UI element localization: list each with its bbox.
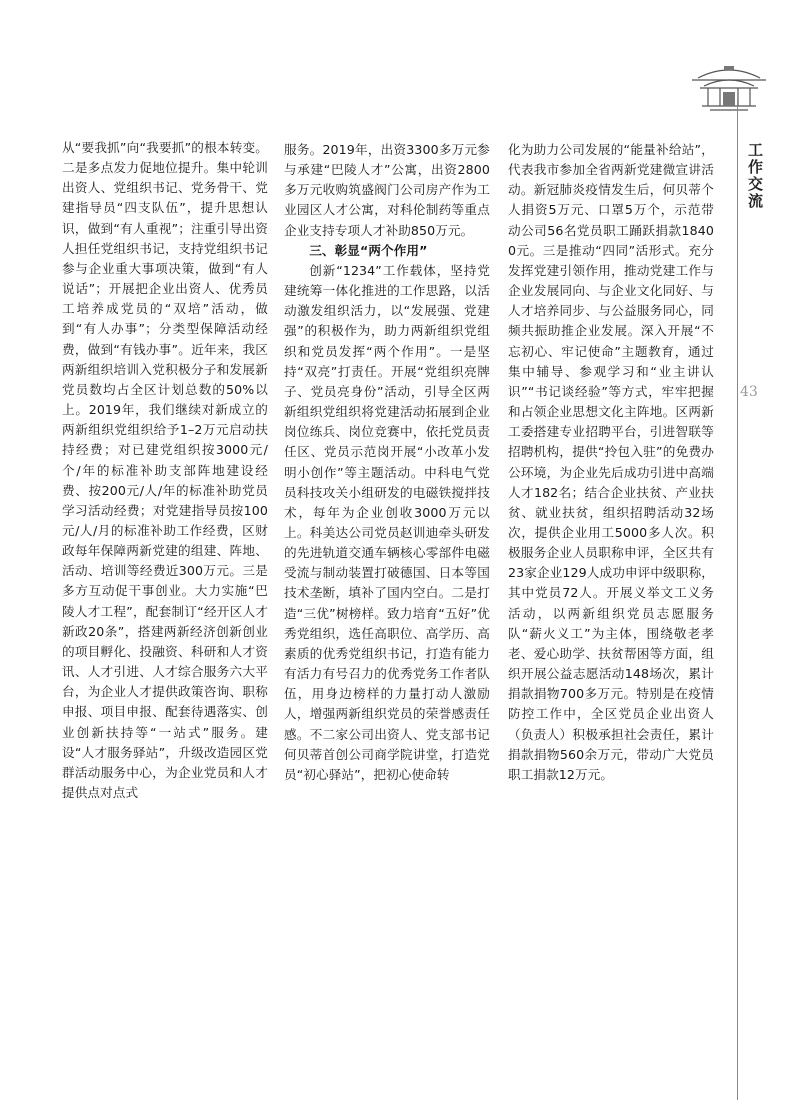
paragraph: 从“要我抓”向“我要抓”的根本转变。二是多点发力促地位提升。集中轮训出资人、党组织书记、党务骨干、党建指导员“四支队伍”，提升思想认识，做到“有人重视”；注重引导出资人担任党组织书记，支持党组织书记参与企业重大事项决策，做到“有人说话”；开展把企业出资人、优秀员工培养成党员的“双培”活动，做到“有人办事”；分类型保障活动经费，做到“有钱办事”。近年来，我区两新组织培训入党积极分子和发展新党员数均占全区计划总数的50%以上。2019年，我们继续对新成立的两新组织党组织给予1–2万元启动扶持经费；对已建党组织按3000元/个/年的标准补助支部阵地建设经费、按200元/人/年的标准补助党员学习活动经费；对党建指导员按100元/人/月的标准补助工作经费，区财政每年保障两新党建的组建、阵地、活动、培训等经费近300万元。三是多方互动促干事创业。大力实施“巴陵人才工程”，配套制订“经开区人才新政20条”，搭建两新经济创新创业的项目孵化、投融资、科研和人才资讯、人才引进、人才综合服务六大平台，为企业人才提供政策咨询、职称申报、项目申报、配套待遇落实、创业创新扶持等“一站式”服务。建设“人才服务驿站”，升级改造园区党群活动服务中心，为企业党员和人才提供点对点式 xyxy=(62,140,268,800)
pavilion-illustration xyxy=(690,58,768,122)
page-number: 43 xyxy=(740,384,758,400)
text-column-2 xyxy=(284,140,490,785)
paragraph: 创新“1234”工作载体，坚持党建统筹一体化推进的工作思路，以活动激发组织活力，以“发展强、党建强”的积极作为，助力两新组织党组织和党员发挥“两个作用”。一是坚持“双亮”打责任。开展“党组织亮牌子、党员亮身份”活动，引导全区两新组织党组织将党建活动拓展到企业岗位练兵、岗位竞赛中，依托党员责任区、党员示范岗开展“小改革小发明小创作”等主题活动。中科电气党员科技攻关小组研发的电磁铁搅拌技术，每年为企业创收3000万元以上。科美达公司党员赵训迪牵头研发的先进轨道交通车辆核心零部件电磁受流与制动装置打破德国、日本等国技术垄断，填补了国内空白。二是打造“三优”树榜样。致力培育“五好”优秀党组织，选任高职位、高学历、高素质的优秀党组织书记，打造有能力有活力有号召力的优秀党务工作者队伍，用身边榜样的力量打动人激励人，增强两新组织党员的荣誉感责任感。不二家公司出资人、党支部书记何贝蒂首创公司商学院讲堂，打造党员“初心驿站”，把初心使命转 xyxy=(284,262,490,782)
section-label: 工作交流 xyxy=(746,142,764,210)
text-column-1 xyxy=(62,138,268,803)
side-divider-line xyxy=(737,100,738,1100)
paragraph: 服务。2019年，出资3300多万元参与承建“巴陵人才”公寓，出资2800多万元收购筑盛阀门公司房产作为工业园区人才公寓，对科伦制药等重点企业支持专项人才补助850万元。 xyxy=(284,142,490,238)
paragraph: 化为助力公司发展的“能量补给站”，代表我市参加全省两新党建微宣讲活动。新冠肺炎疫情发生后，何贝蒂个人捐资5万元、口罩5万个，示范带动公司56名党员职工踊跃捐款18400元。三是推动“四同”活形式。充分发挥党建引领作用，推动党建工作与企业发展同向、与企业文化同好、与人才培养同步、与公益服务同心，同频共振助推企业发展。深入开展“不忘初心、牢记使命”主题教育，通过集中辅导、参观学习和“业主讲认识”“书记谈经验”等方式，牢牢把握和占领企业思想文化主阵地。区两新工委搭建专业招聘平台，引进智联等招聘机构，提供“拎包入驻”的免费办公环境，为企业先后成功引进中高端人才182名；结合企业扶贫、产业扶贫、就业扶贫，组织招聘活动32场次，提供企业用工5000多人次。积极服务企业人员职称申评，全区共有23家企业129人成功申评中级职称，其中党员72人。开展义举文工义务活动，以两新组织党员志愿服务队“薪火义工”为主体，围绕敬老孝老、爱心助学、扶贫帮困等方面，组织开展公益志愿活动148场次，累计捐款捐物700多万元。特别是在疫情防控工作中，全区党员企业出资人（负责人）积极承担社会责任，累计捐款捐物560余万元，带动广大党员职工捐款12万元。 xyxy=(508,142,714,782)
section-heading: 三、彰显“两个作用” xyxy=(309,242,428,258)
text-column-3 xyxy=(508,140,714,785)
